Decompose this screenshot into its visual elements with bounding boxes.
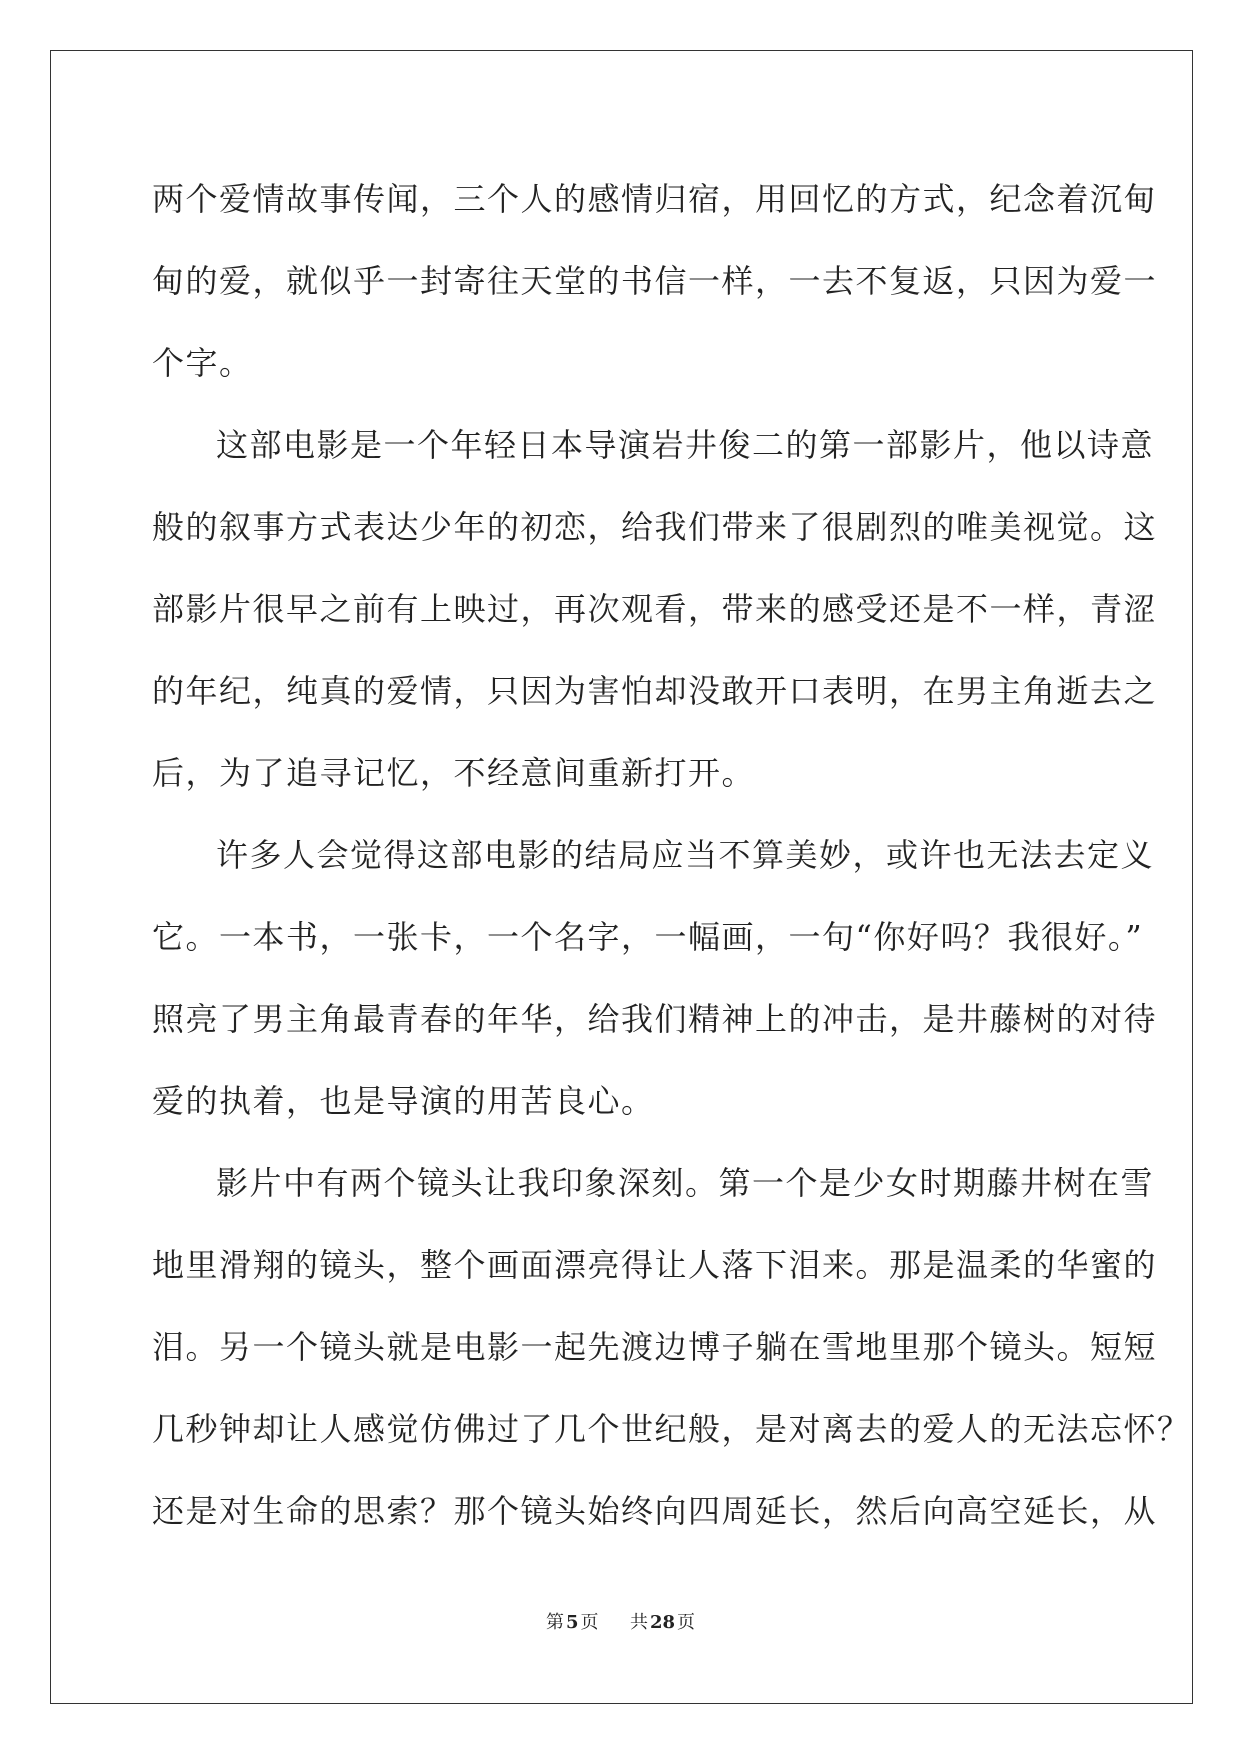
- text-line: 泪。另一个镜头就是电影一起先渡边博子躺在雪地里那个镜头。短短: [152, 1328, 1158, 1366]
- total-label-suffix: 页: [677, 1612, 696, 1633]
- text-line: 爱的执着，也是导演的用苦良心。: [152, 1082, 655, 1120]
- text-line: 个字。: [152, 344, 253, 382]
- text-line: 两个爱情故事传闻，三个人的感情归宿，用回忆的方式，纪念着沉甸: [152, 180, 1158, 218]
- text-line: 后，为了追寻记忆，不经意间重新打开。: [152, 754, 756, 792]
- text-line: 部影片很早之前有上映过，再次观看，带来的感受还是不一样，青涩: [152, 590, 1158, 628]
- text-line: 它。一本书，一张卡，一个名字，一幅画，一句“你好吗？我很好。”: [152, 918, 1144, 956]
- page-footer: [0, 1608, 1241, 1634]
- total-pages: 28: [649, 1612, 676, 1633]
- text-line: 照亮了男主角最青春的年华，给我们精神上的冲击，是井藤树的对待: [152, 1000, 1158, 1038]
- page-label-suffix: 页: [580, 1612, 599, 1633]
- text-line: 几秒钟却让人感觉仿佛过了几个世纪般，是对离去的爱人的无法忘怀？: [152, 1410, 1191, 1448]
- text-line: 的年纪，纯真的爱情，只因为害怕却没敢开口表明，在男主角逝去之: [152, 672, 1158, 710]
- total-label-prefix: 共: [629, 1612, 648, 1633]
- text-line: 这部电影是一个年轻日本导演岩井俊二的第一部影片，他以诗意: [216, 426, 1155, 464]
- text-line: 影片中有两个镜头让我印象深刻。第一个是少女时期藤井树在雪: [216, 1164, 1155, 1202]
- text-line: 甸的爱，就似乎一封寄往天堂的书信一样，一去不复返，只因为爱一: [152, 262, 1158, 300]
- text-line: 地里滑翔的镜头，整个画面漂亮得让人落下泪来。那是温柔的华蜜的: [152, 1246, 1158, 1284]
- page-number: 5: [565, 1612, 579, 1633]
- text-line: 许多人会觉得这部电影的结局应当不算美妙，或许也无法去定义: [216, 836, 1155, 874]
- text-line: 还是对生命的思索？那个镜头始终向四周延长，然后向高空延长，从: [152, 1492, 1158, 1530]
- document-body: [152, 158, 1191, 1552]
- text-line: 般的叙事方式表达少年的初恋，给我们带来了很剧烈的唯美视觉。这: [152, 508, 1158, 546]
- page-label-prefix: 第: [545, 1612, 564, 1633]
